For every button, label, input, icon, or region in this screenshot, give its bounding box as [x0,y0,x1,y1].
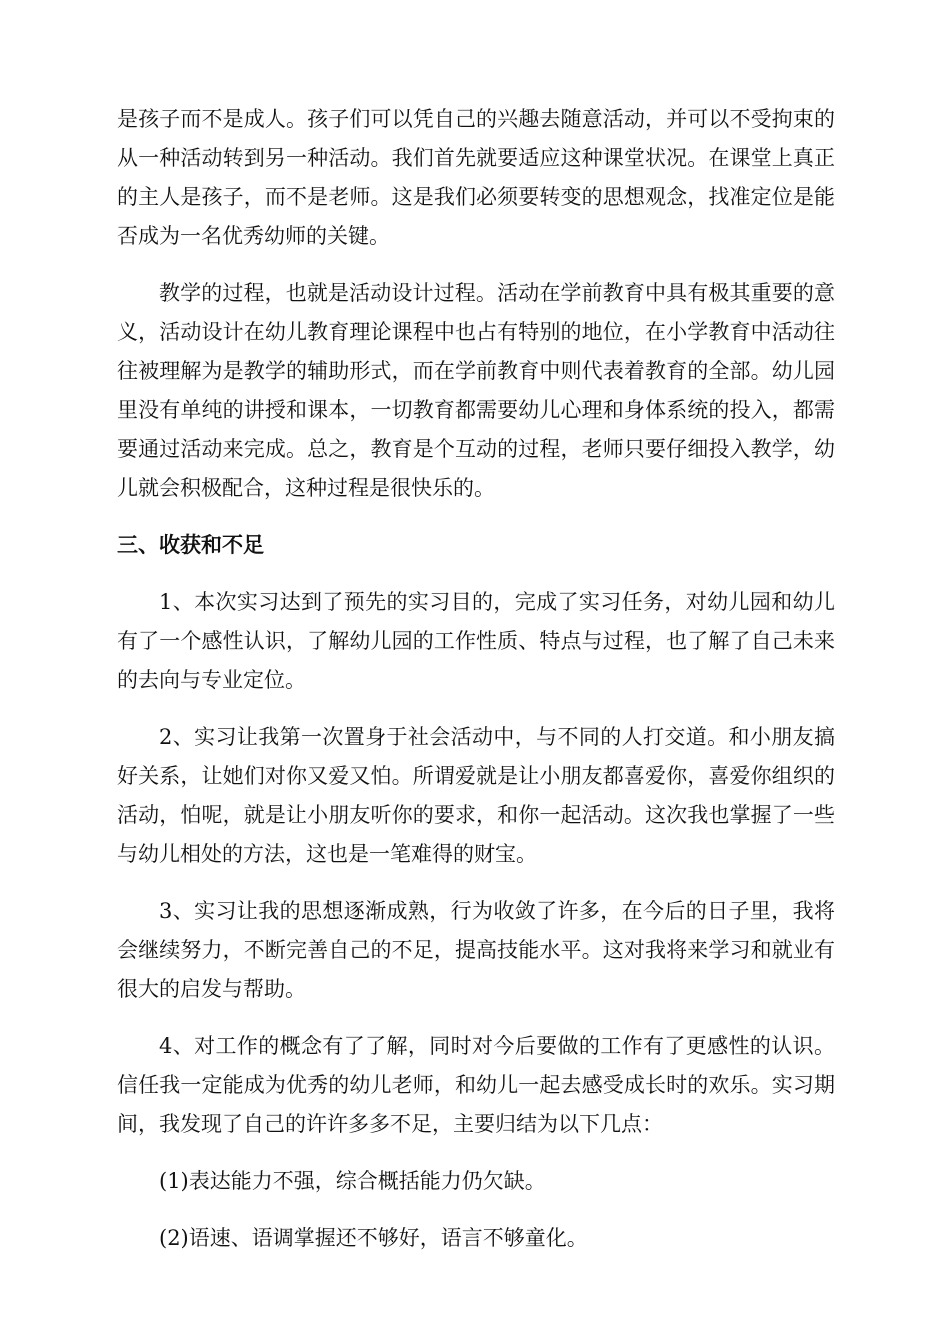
paragraph-continued: 是孩子而不是成人。孩子们可以凭自己的兴趣去随意活动，并可以不受拘束的从一种活动转到另一种活动。我们首先就要适应这种课堂状况。在课堂上真正的主人是孩子，而不是老师。这是我们必须要转变的思想观念，找准定位是能否成为一名优秀幼师的关键。 [117,107,835,248]
document-body [117,100,835,1276]
paragraph-item-2: 2、实习让我第一次置身于社会活动中，与不同的人打交道。和小朋友搞好关系，让她们对你又爱又怕。所谓爱就是让小朋友都喜爱你，喜爱你组织的活动，怕呢，就是让小朋友听你的要求，和你一起活动。这次我也掌握了一些与幼儿相处的方法，这也是一笔难得的财宝。 [117,725,835,866]
paragraph-subitem-1: (1)表达能力不强，综合概括能力仍欠缺。 [159,1169,546,1193]
paragraph-item-3: 3、实习让我的思想逐渐成熟，行为收敛了许多，在今后的日子里，我将会继续努力，不断完善自己的不足，提高技能水平。这对我将来学习和就业有很大的启发与帮助。 [117,899,835,1001]
paragraph-subitem-2: (2)语速、语调掌握还不够好，语言不够童化。 [159,1226,588,1250]
section-heading: 三、收获和不足 [117,533,264,557]
paragraph-teaching-process: 教学的过程，也就是活动设计过程。活动在学前教育中具有极其重要的意义，活动设计在幼儿教育理论课程中也占有特别的地位，在小学教育中活动往往被理解为是教学的辅助形式，而在学前教育中则代表着教育的全部。幼儿园里没有单纯的讲授和课本，一切教育都需要幼儿心理和身体系统的投入，都需要通过活动来完成。总之，教育是个互动的过程，老师只要仔细投入教学，幼儿就会积极配合，这种过程是很快乐的。 [117,281,835,500]
paragraph-item-4: 4、对工作的概念有了了解，同时对今后要做的工作有了更感性的认识。信任我一定能成为优秀的幼儿老师，和幼儿一起去感受成长时的欢乐。实习期间，我发现了自己的许许多多不足，主要归结为以下几点： [117,1034,835,1136]
paragraph-item-1: 1、本次实习达到了预先的实习目的，完成了实习任务，对幼儿园和幼儿有了一个感性认识，了解幼儿园的工作性质、特点与过程，也了解了自己未来的去向与专业定位。 [117,590,835,692]
